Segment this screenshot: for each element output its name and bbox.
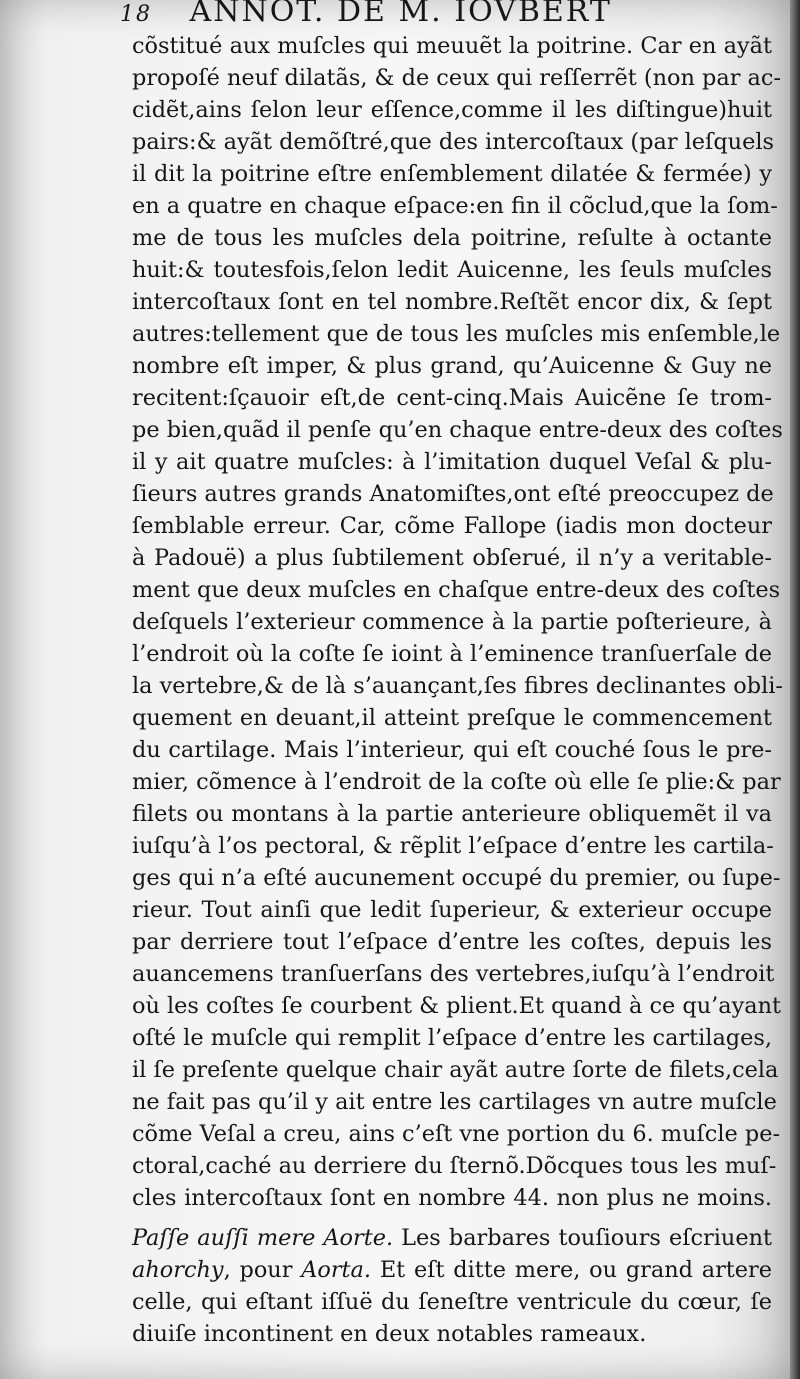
text-line: où les coſtes ſe courbent & plient.Et quand à ce qu’ayant — [132, 993, 782, 1019]
text-line: cõme Veſal a creu, ains c’eſt vne portion du 6. muſcle pe- — [132, 1121, 781, 1147]
text-line: à Padouë) a plus ſubtilement obſerué, il n’y a veritable- — [132, 545, 772, 571]
entry-line: diuiſe incontinent en deux notables rameaux. — [132, 1321, 647, 1347]
text-line: ne fait pas qu’il y ait entre les cartilages vn autre muſcle — [132, 1089, 777, 1115]
page-header — [120, 0, 612, 29]
text-line: oſté le muſcle qui remplit l’eſpace d’entre les cartilages, — [132, 1025, 772, 1051]
entry-term: Aorta. — [301, 1257, 372, 1283]
text-line: pe bien,quãd il penſe qu’en chaque entre-deux des coſtes — [132, 417, 783, 443]
text-line: recitent:ſçauoir eſt,de cent-cinq.Mais Auicẽne ſe trom- — [132, 385, 772, 411]
entry-text: Les barbares touſiours eſcriuent — [393, 1225, 772, 1251]
text-line: quement en deuant,il atteint preſque le commencement — [132, 705, 772, 731]
entry-text: , pour — [223, 1257, 302, 1283]
text-line: iuſqu’à l’os pectoral, & rẽplit l’eſpace d’entre les cartila- — [132, 833, 774, 859]
text-line: il y ait quatre muſcles: à l’imitation duquel Veſal & plu- — [132, 449, 772, 475]
text-line: l’endroit où la coſte ſe ioint à l’eminence tranſuerſale de — [132, 641, 772, 667]
text-line: du cartilage. Mais l’interieur, qui eſt couché ſous le pre- — [132, 737, 772, 763]
running-title: ANNOT. DE M. IOVBERT — [189, 0, 612, 29]
text-line: par derriere tout l’eſpace d’entre les coſtes, depuis les — [132, 929, 772, 955]
text-line: deſquels l’exterieur commence à la partie poſterieure, à — [132, 609, 772, 635]
text-line: en a quatre en chaque eſpace:en fin il cõclud,que la ſom- — [132, 193, 778, 219]
text-line: cõstitué aux muſcles qui meuuẽt la poitrine. Car en ayãt — [132, 33, 772, 59]
text-line: ſemblable erreur. Car, cõme Fallope (iadis mon docteur — [132, 513, 772, 539]
paragraph-gap — [132, 1214, 772, 1222]
text-line: propoſé neuf dilatãs, & de ceux qui reſſerrẽt (non par ac- — [132, 65, 781, 91]
text-line: autres:tellement que de tous les muſcles mis enſemble,le — [132, 321, 781, 347]
body-text — [132, 30, 784, 1350]
entry-lemma: Paſſe auſſi mere Aorte. — [132, 1225, 394, 1251]
text-line: huit:& toutesfois,ſelon ledit Auicenne, les ſeuls muſcles — [132, 257, 772, 283]
text-line: cles intercoſtaux ſont en nombre 44. non plus ne moins. — [132, 1185, 772, 1211]
text-line: ges qui n’a eſté aucunement occupé du premier, ou ſupe- — [132, 865, 781, 891]
text-line: filets ou montans à la partie anterieure obliquemẽt il va — [132, 801, 772, 827]
entry-term: ahorchy — [132, 1257, 224, 1283]
text-line: la vertebre,& de là s’auançant,ſes fibres declinantes obli- — [132, 673, 784, 699]
entry-line — [132, 1254, 772, 1286]
text-line: pairs:& ayãt demõſtré,que des intercoſtaux (par leſquels — [132, 129, 775, 155]
text-line: il ſe preſente quelque chair ayãt autre ſorte de filets,cela — [132, 1057, 779, 1083]
text-line: intercoſtaux ſont en tel nombre.Reſtẽt encor dix, & ſept — [132, 289, 772, 315]
text-line: nombre eſt imper, & plus grand, qu’Auicenne & Guy ne — [132, 353, 772, 379]
entry-line: celle, qui eſtant iſſuë du ſeneſtre ventricule du cœur, ſe — [132, 1289, 772, 1315]
text-line: auancemens tranſuerſans des vertebres,iuſqu’à l’endroit — [132, 961, 775, 987]
text-line: ctoral,caché au derriere du ſternõ.Dõcques tous les muſ- — [132, 1153, 777, 1179]
text-line: ſieurs autres grands Anatomiſtes,ont eſté preoccupez de — [132, 481, 774, 507]
text-line: mier, cõmence à l’endroit de la coſte où elle ſe plie:& par — [132, 769, 781, 795]
entry-text: Et eſt ditte mere, ou grand artere — [371, 1257, 772, 1283]
text-line: me de tous les muſcles dela poitrine, reſulte à octante — [132, 225, 772, 251]
text-line: il dit la poitrine eſtre enſemblement dilatée & fermée) y — [132, 161, 772, 187]
page-number: 18 — [120, 2, 152, 27]
entry-line — [132, 1222, 772, 1254]
text-line: cidẽt,ains ſelon leur eſſence,comme il les diſtingue)huit — [132, 97, 772, 123]
book-edge — [790, 0, 800, 1379]
text-line: ment que deux muſcles en chaſque entre-deux des coſtes — [132, 577, 781, 603]
text-line: rieur. Tout ainſi que ledit ſuperieur, & exterieur occupe — [132, 897, 772, 923]
